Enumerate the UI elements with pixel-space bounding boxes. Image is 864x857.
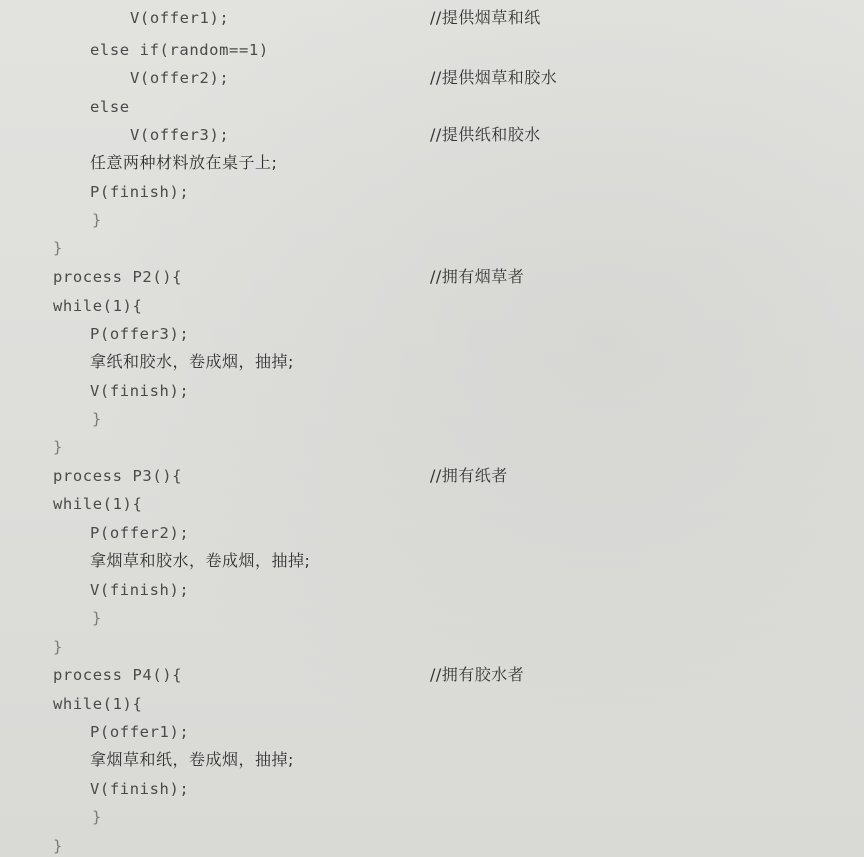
code-comment: //提供烟草和纸 <box>430 8 541 27</box>
code-line: 拿纸和胶水，卷成烟，抽掉; <box>90 352 294 371</box>
code-line: } <box>92 410 102 428</box>
code-line: } <box>92 609 102 627</box>
code-line: 任意两种材料放在桌子上; <box>90 153 278 172</box>
code-comment: //拥有胶水者 <box>430 665 525 684</box>
code-line: V(finish); <box>90 382 190 400</box>
code-comment: //拥有纸者 <box>430 466 508 485</box>
code-line: P(offer1); <box>90 723 190 741</box>
code-line: process P2(){ <box>53 268 183 286</box>
code-line: } <box>92 211 102 229</box>
code-line: V(offer1); <box>130 9 230 27</box>
code-line: } <box>53 837 63 855</box>
code-line: while(1){ <box>53 297 143 315</box>
code-line: process P4(){ <box>53 666 183 684</box>
code-line: } <box>92 808 102 826</box>
code-line: while(1){ <box>53 495 143 513</box>
code-line: P(offer2); <box>90 524 190 542</box>
code-line: V(finish); <box>90 780 190 798</box>
code-line: 拿烟草和纸，卷成烟，抽掉; <box>90 750 294 769</box>
code-line: P(offer3); <box>90 325 190 343</box>
code-line: else <box>90 98 130 116</box>
code-line: V(offer3); <box>130 126 230 144</box>
code-comment: //提供纸和胶水 <box>430 125 541 144</box>
code-line: 拿烟草和胶水，卷成烟，抽掉; <box>90 551 311 570</box>
code-line: } <box>53 438 63 456</box>
code-line: process P3(){ <box>53 467 183 485</box>
code-line: else if(random==1) <box>90 41 269 59</box>
code-comment: //提供烟草和胶水 <box>430 68 558 87</box>
code-line: P(finish); <box>90 183 190 201</box>
code-line: } <box>53 638 63 656</box>
code-line: } <box>53 239 63 257</box>
code-line: V(offer2); <box>130 69 230 87</box>
code-line: while(1){ <box>53 695 143 713</box>
code-comment: //拥有烟草者 <box>430 267 525 286</box>
code-line: V(finish); <box>90 581 190 599</box>
